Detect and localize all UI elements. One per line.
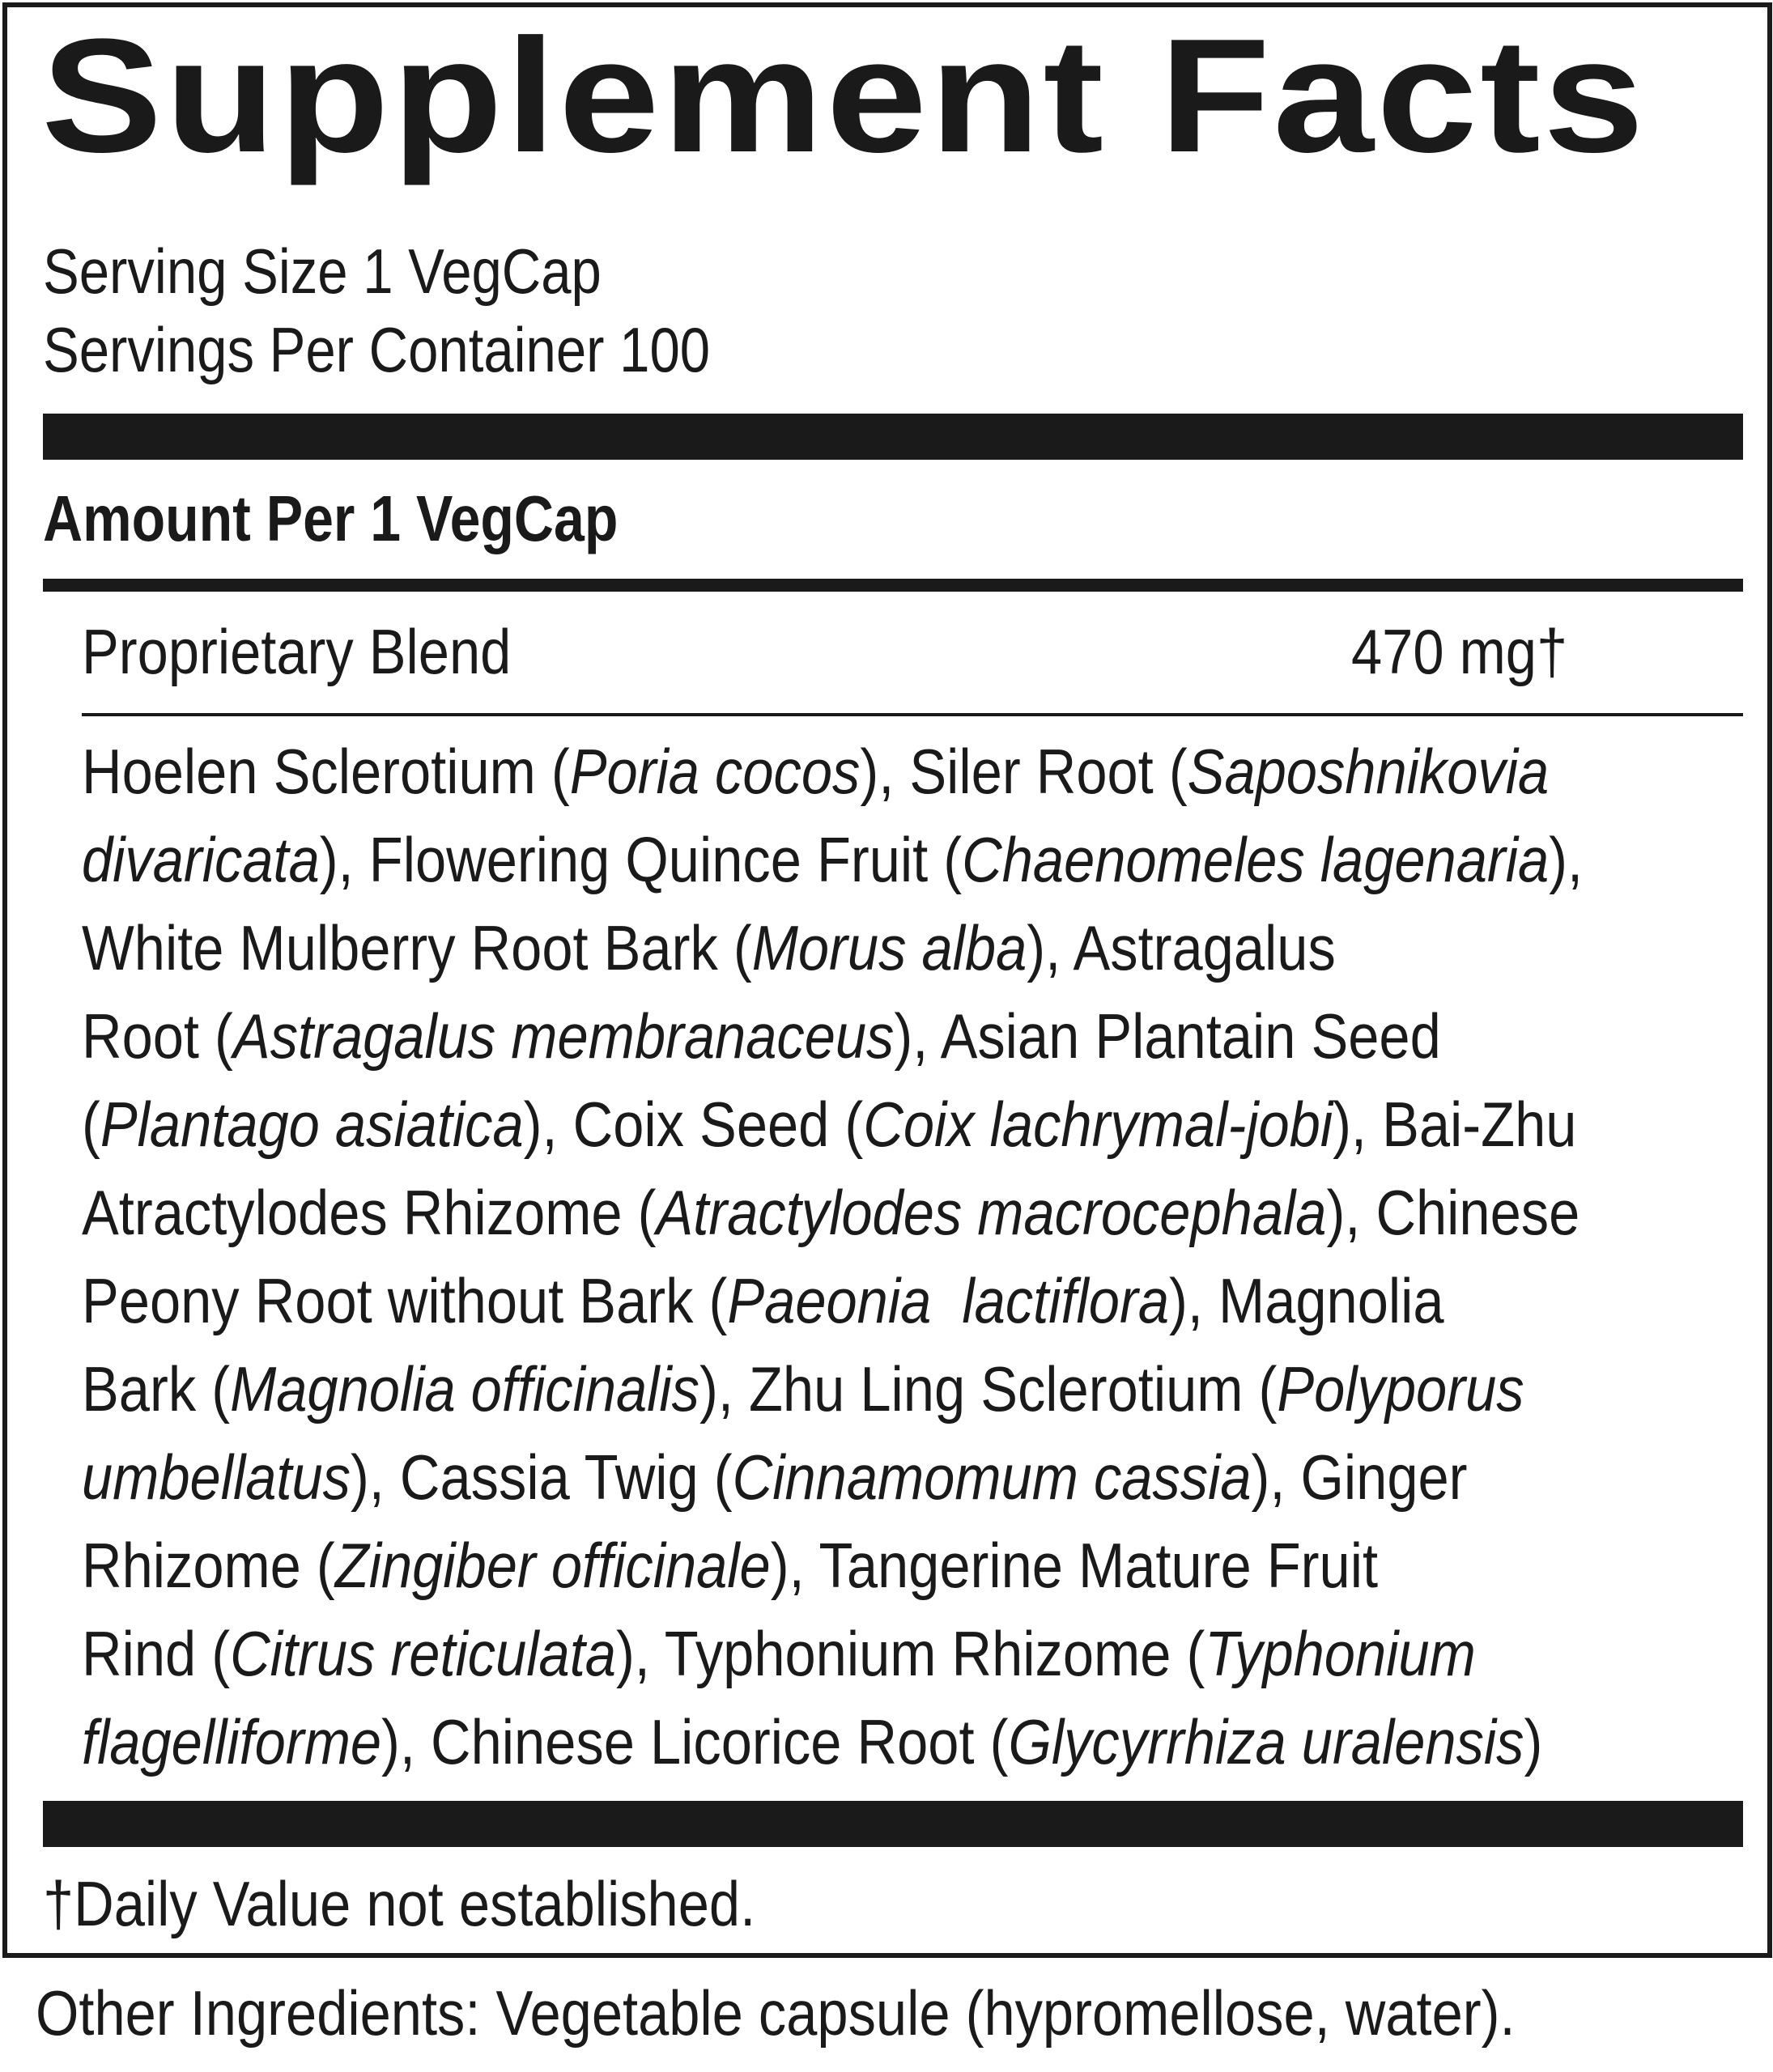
ingredient-text: Root ( (82, 1000, 233, 1072)
botanical-name: Poria cocos (569, 736, 861, 807)
medium-divider (43, 579, 1743, 592)
other-ingredients: Other Ingredients: Vegetable capsule (hypromellose, water). (36, 1977, 1516, 2049)
botanical-name: Atractylodes macrocephala (656, 1177, 1327, 1248)
ingredient-line (82, 1257, 1583, 1345)
panel-title: Supplement Facts (41, 6, 1648, 186)
ingredient-text: ), Siler Root ( (860, 736, 1188, 807)
ingredient-line (82, 1345, 1583, 1433)
ingredient-text: ), Typhonium Rhizome ( (615, 1618, 1205, 1689)
ingredient-text: ), Astragalus (1027, 912, 1336, 983)
ingredient-text: Atractylodes Rhizome ( (82, 1177, 657, 1248)
ingredient-text: Rind ( (82, 1618, 231, 1689)
botanical-name: Typhonium (1205, 1618, 1476, 1689)
ingredient-line (82, 1433, 1583, 1522)
botanical-name: Polyporus (1277, 1353, 1524, 1424)
botanical-name: Plantago asiatica (100, 1089, 524, 1160)
ingredient-text: ), Zhu Ling Sclerotium ( (699, 1353, 1278, 1424)
ingredient-line (82, 728, 1583, 816)
botanical-name: Cinnamomum cassia (732, 1441, 1252, 1513)
ingredient-text: ( (82, 1089, 100, 1160)
ingredient-line (82, 1698, 1583, 1786)
ingredient-line (82, 904, 1583, 992)
daily-value-footnote: †Daily Value not established. (43, 1868, 756, 1939)
ingredient-text: Peony Root without Bark ( (82, 1265, 728, 1336)
ingredient-line (82, 816, 1583, 904)
supplement-facts-panel (2, 2, 1772, 1958)
ingredient-text: ) (1524, 1706, 1543, 1777)
thick-divider-bottom (43, 1801, 1743, 1847)
botanical-name: divaricata (82, 824, 320, 895)
ingredient-text: Hoelen Sclerotium ( (82, 736, 570, 807)
ingredient-line (82, 1169, 1583, 1257)
ingredient-text: ), Tangerine Mature Fruit (770, 1530, 1379, 1601)
botanical-name: Citrus reticulata (230, 1618, 616, 1689)
proprietary-blend-label: Proprietary Blend (82, 616, 512, 687)
botanical-name: Zingiber officinale (334, 1530, 771, 1601)
thick-divider-top (43, 414, 1743, 460)
ingredient-line (82, 1081, 1583, 1169)
ingredient-text: ), Chinese Licorice Root ( (381, 1706, 1009, 1777)
amount-per-serving-header: Amount Per 1 VegCap (43, 482, 619, 554)
ingredient-text: ), Flowering Quince Fruit ( (319, 824, 963, 895)
ingredient-text: Rhizome ( (82, 1530, 335, 1601)
ingredient-line (82, 1522, 1583, 1610)
botanical-name: Saposhnikovia (1187, 736, 1550, 807)
botanical-name: Magnolia officinalis (230, 1353, 700, 1424)
botanical-name: Paeonia lactiflora (727, 1265, 1170, 1336)
ingredient-text: White Mulberry Root Bark ( (82, 912, 752, 983)
ingredient-text: ), (1549, 824, 1584, 895)
ingredient-list (82, 728, 1773, 1786)
ingredient-line (82, 1610, 1583, 1698)
ingredient-text: ), Ginger (1251, 1441, 1468, 1513)
ingredient-text: Bark ( (82, 1353, 231, 1424)
botanical-name: Morus alba (751, 912, 1027, 983)
ingredient-text: ), Coix Seed ( (523, 1089, 864, 1160)
ingredient-text: ), Chinese (1326, 1177, 1580, 1248)
servings-per-container: Servings Per Container 100 (43, 314, 711, 385)
ingredient-line (82, 992, 1583, 1081)
ingredient-text: ), Magnolia (1169, 1265, 1444, 1336)
proprietary-blend-amount: 470 mg† (1351, 616, 1568, 687)
botanical-name: Coix lachrymal-jobi (863, 1089, 1333, 1160)
botanical-name: umbellatus (82, 1441, 351, 1513)
botanical-name: Astragalus membranaceus (232, 1000, 895, 1072)
serving-size: Serving Size 1 VegCap (43, 236, 602, 307)
botanical-name: flagelliforme (82, 1706, 382, 1777)
botanical-name: Chaenomeles lagenaria (962, 824, 1550, 895)
ingredient-text: ), Asian Plantain Seed (894, 1000, 1441, 1072)
row-divider (82, 713, 1743, 716)
ingredient-text: ), Cassia Twig ( (350, 1441, 733, 1513)
ingredient-text: ), Bai-Zhu (1333, 1089, 1577, 1160)
botanical-name: Glycyrrhiza uralensis (1008, 1706, 1524, 1777)
